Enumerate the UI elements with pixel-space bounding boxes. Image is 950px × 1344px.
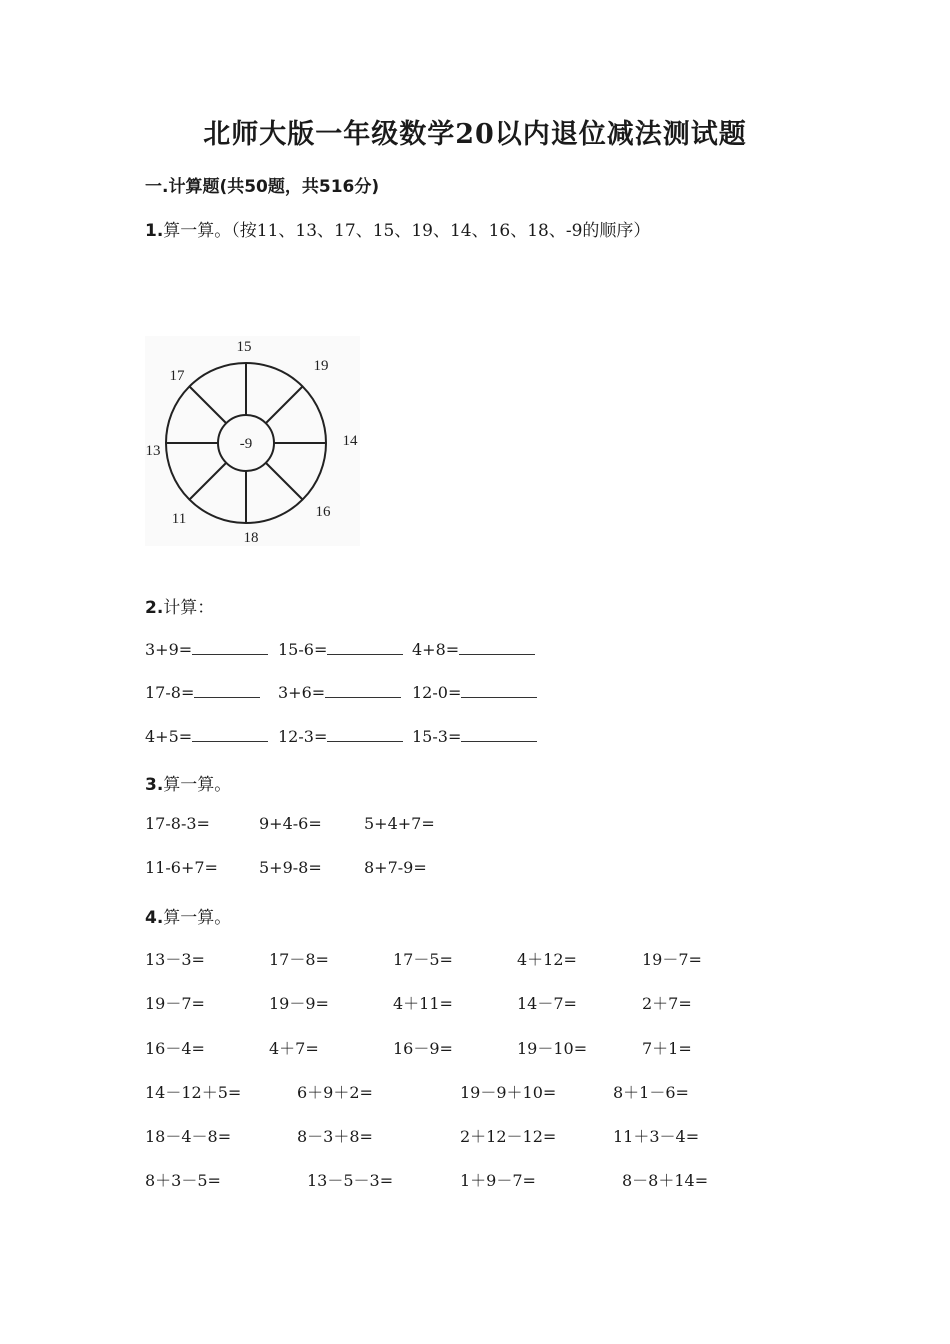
- q4-expression: 2＋12－12=: [460, 1127, 557, 1146]
- wheel-spoke: [189, 386, 226, 423]
- q3-expression: 17-8-3=: [145, 814, 210, 833]
- question-2-number: 2.: [145, 598, 164, 618]
- q4-expression: 19－9＋10=: [460, 1083, 557, 1102]
- answer-blank[interactable]: [325, 681, 401, 698]
- wheel-label-bottom-right: 16: [315, 504, 331, 520]
- q4-expression: 1＋9－7=: [460, 1171, 536, 1190]
- q4-expression: 19－10=: [517, 1039, 588, 1058]
- q3-expression: 5+4+7=: [364, 814, 435, 833]
- q4-expression: 18－4－8=: [145, 1127, 232, 1146]
- q2-expression: 15-6=: [278, 640, 328, 659]
- question-3-number: 3.: [145, 775, 164, 795]
- question-1-number: 1.: [145, 221, 164, 241]
- q3-expression: 11-6+7=: [145, 858, 218, 877]
- q2-expression: 3+6=: [278, 683, 326, 702]
- answer-blank[interactable]: [461, 725, 537, 742]
- question-4-heading: [145, 903, 231, 928]
- question-3-text: 算一算。: [163, 775, 232, 795]
- wheel-spoke: [189, 463, 226, 500]
- q2-expression: 4+5=: [145, 727, 193, 746]
- wheel-label-left: 13: [145, 443, 161, 459]
- wheel-label-top: 15: [236, 339, 252, 355]
- q4-expression: 13－3=: [145, 950, 205, 969]
- question-2-heading: [145, 593, 214, 618]
- wheel-spoke: [266, 463, 303, 500]
- wheel-label-bottom: 18: [243, 530, 259, 546]
- answer-blank[interactable]: [327, 638, 403, 655]
- q4-expression: 16－4=: [145, 1039, 205, 1058]
- question-1-text: 算一算。（按11、13、17、15、19、14、16、18、-9的顺序）: [163, 221, 651, 241]
- section-heading: 一.计算题(共50题，共516分): [145, 177, 380, 197]
- wheel-label-right: 14: [342, 433, 358, 449]
- q4-expression: 13－5－3=: [307, 1171, 394, 1190]
- wheel-label-top-right: 19: [313, 358, 329, 374]
- q4-expression: 8＋1－6=: [613, 1083, 689, 1102]
- q3-expression: 8+7-9=: [364, 858, 427, 877]
- question-4-text: 算一算。: [163, 908, 232, 928]
- q2-expression: 4+8=: [412, 640, 460, 659]
- q4-expression: 2＋7=: [642, 994, 692, 1013]
- q4-expression: 8－8＋14=: [622, 1171, 709, 1190]
- q4-expression: 19－7=: [642, 950, 702, 969]
- q4-expression: 14－12＋5=: [145, 1083, 242, 1102]
- q4-expression: 11＋3－4=: [613, 1127, 700, 1146]
- q2-expression: 12-0=: [412, 683, 462, 702]
- q4-expression: 19－7=: [145, 994, 205, 1013]
- q4-expression: 17－8=: [269, 950, 329, 969]
- answer-blank[interactable]: [192, 638, 268, 655]
- answer-blank[interactable]: [192, 725, 268, 742]
- question-1-heading: [145, 216, 650, 241]
- q4-expression: 14－7=: [517, 994, 577, 1013]
- page-title: 北师大版一年级数学20以内退位减法测试题: [203, 119, 747, 150]
- q2-expression: 12-3=: [278, 727, 328, 746]
- q4-expression: 4＋11=: [393, 994, 453, 1013]
- wheel-spoke: [266, 386, 303, 423]
- question-2-text: 计算：: [163, 598, 215, 618]
- q4-expression: 8－3＋8=: [297, 1127, 373, 1146]
- q4-expression: 19－9=: [269, 994, 329, 1013]
- q4-expression: 8＋3－5=: [145, 1171, 221, 1190]
- q2-expression: 15-3=: [412, 727, 462, 746]
- wheel-label-bottom-left: 11: [171, 511, 187, 527]
- q4-expression: 16－9=: [393, 1039, 453, 1058]
- answer-blank[interactable]: [194, 681, 260, 698]
- q2-expression: 17-8=: [145, 683, 195, 702]
- q4-expression: 17－5=: [393, 950, 453, 969]
- wheel-label-top-left: 17: [169, 368, 185, 384]
- number-wheel-diagram: [145, 336, 360, 546]
- question-4-number: 4.: [145, 908, 164, 928]
- answer-blank[interactable]: [327, 725, 403, 742]
- q2-expression: 3+9=: [145, 640, 193, 659]
- question-3-heading: [145, 770, 231, 795]
- answer-blank[interactable]: [461, 681, 537, 698]
- q4-expression: 6＋9＋2=: [297, 1083, 373, 1102]
- q4-expression: 4＋12=: [517, 950, 577, 969]
- wheel-center-label: -9: [239, 436, 253, 452]
- q4-expression: 4＋7=: [269, 1039, 319, 1058]
- answer-blank[interactable]: [459, 638, 535, 655]
- number-wheel-figure: [145, 336, 360, 546]
- q3-expression: 5+9-8=: [259, 858, 322, 877]
- q4-expression: 7＋1=: [642, 1039, 692, 1058]
- q3-expression: 9+4-6=: [259, 814, 322, 833]
